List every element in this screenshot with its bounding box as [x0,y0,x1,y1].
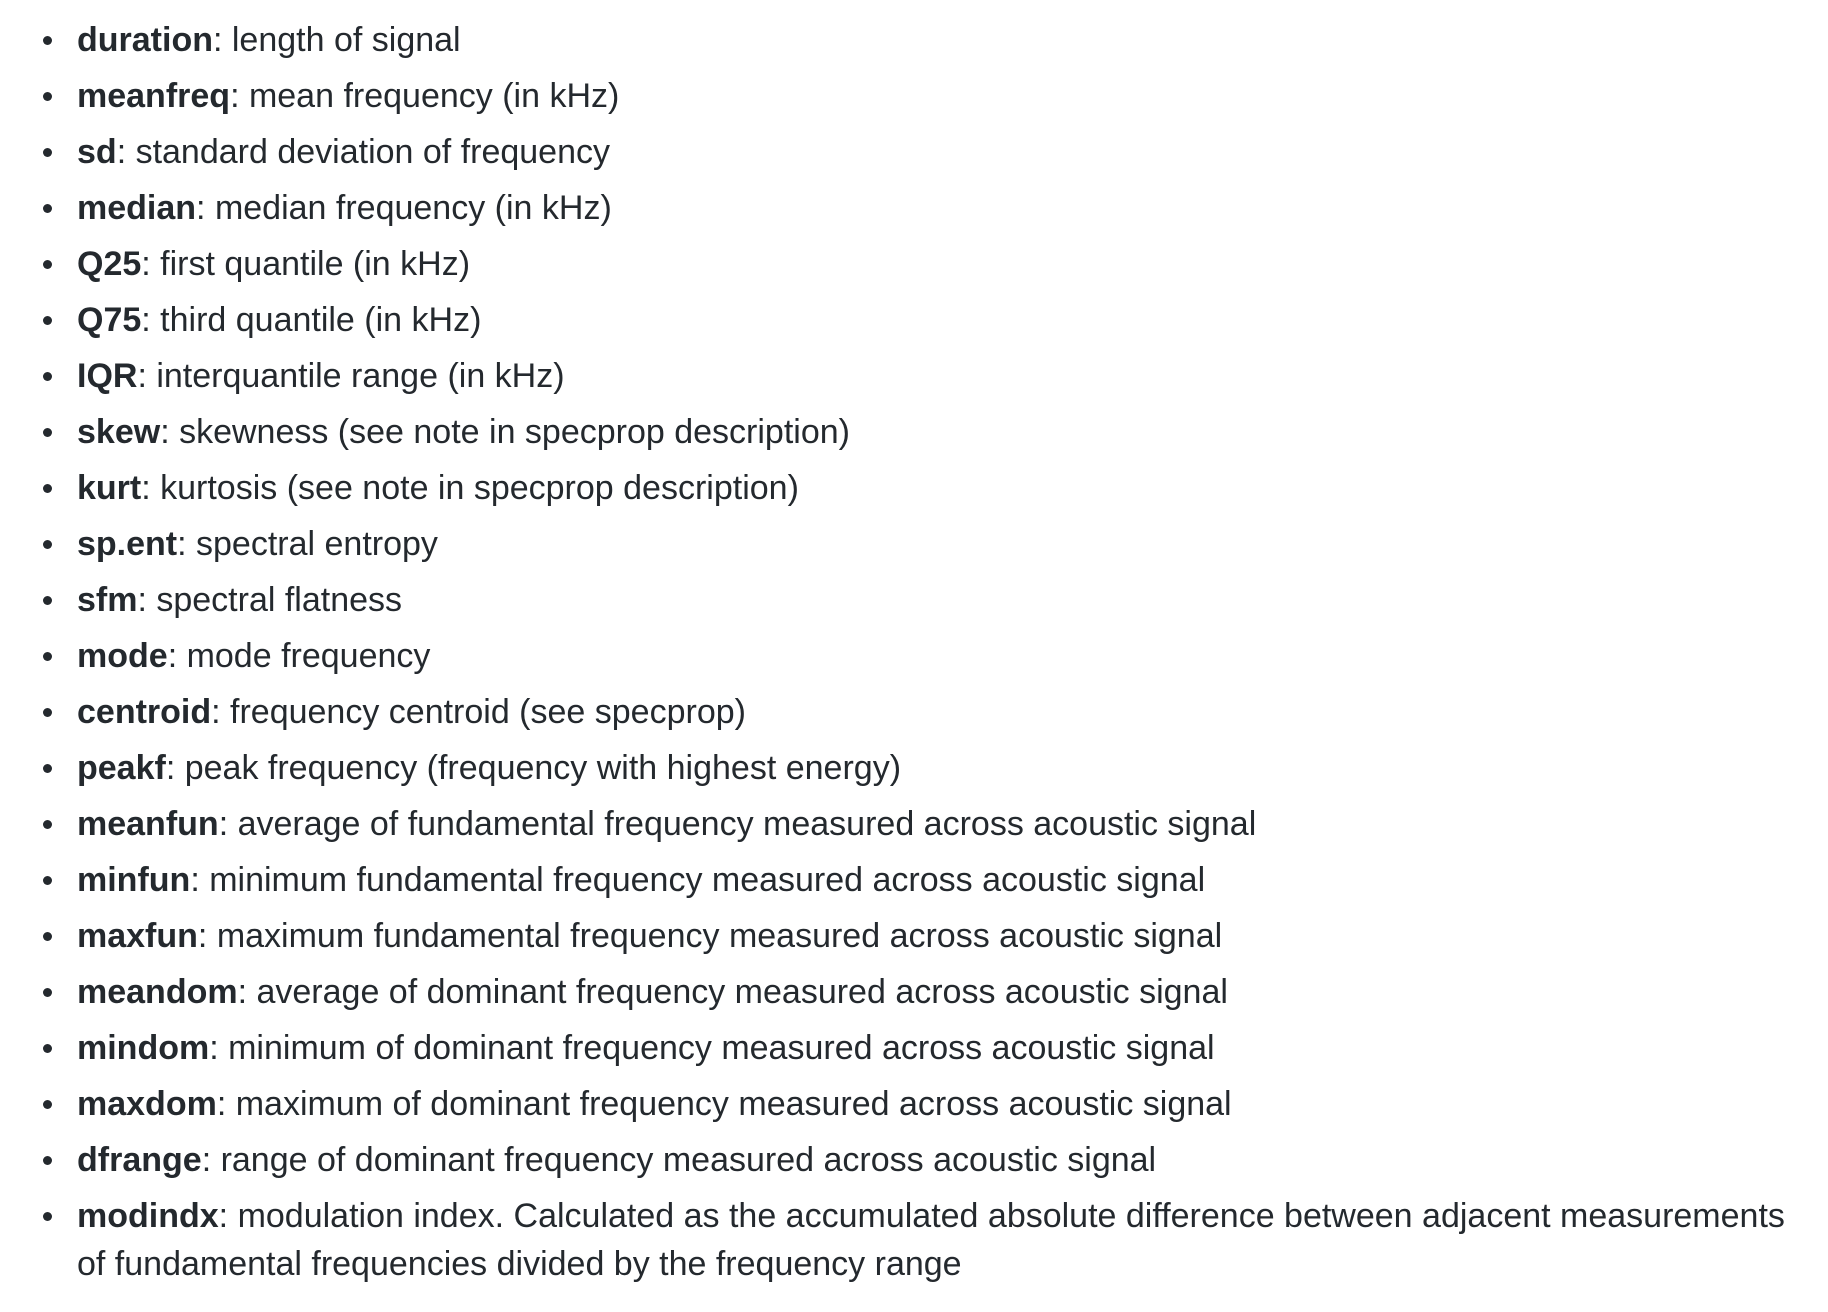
feature-term: dfrange [77,1141,202,1179]
bullet-icon [43,1212,52,1221]
bullet-icon [43,876,52,885]
bullet-icon [43,988,52,997]
bullet-icon [43,708,52,717]
bullet-icon [43,260,52,269]
bullet-icon [43,596,52,605]
list-item [0,912,1828,960]
feature-term: mindom [77,1029,210,1067]
feature-description: : range of dominant frequency measured across acoustic signal [201,1141,1157,1179]
feature-description: : maximum fundamental frequency measured across acoustic signal [197,917,1223,955]
feature-term: IQR [77,357,138,395]
feature-description: : standard deviation of frequency [116,133,611,171]
list-item [0,688,1828,736]
feature-description: : average of dominant frequency measured across acoustic signal [237,973,1228,1011]
bullet-icon [43,484,52,493]
feature-description: : skewness (see note in specprop description) [160,413,850,451]
feature-description: : maximum of dominant frequency measured across acoustic signal [216,1085,1232,1123]
feature-term: kurt [77,469,142,507]
feature-description: : minimum fundamental frequency measured across acoustic signal [190,861,1206,899]
feature-description: : third quantile (in kHz) [141,301,482,339]
feature-term: mode [77,637,168,675]
list-item [0,408,1828,456]
feature-term: skew [77,413,161,451]
list-item [0,1080,1828,1128]
feature-description: : average of fundamental frequency measured across acoustic signal [218,805,1257,843]
feature-term: centroid [77,693,212,731]
feature-description: : mean frequency (in kHz) [230,77,620,115]
bullet-icon [43,148,52,157]
list-item [0,128,1828,176]
list-item [0,1192,1828,1288]
feature-description: : spectral entropy [177,525,438,563]
list-item [0,632,1828,680]
list-item [0,968,1828,1016]
list-item [0,856,1828,904]
feature-term: sd [77,133,117,171]
bullet-icon [43,204,52,213]
feature-description: : median frequency (in kHz) [196,189,612,227]
feature-list [0,16,1828,1296]
bullet-icon [43,428,52,437]
feature-description: : peak frequency (frequency with highest energy) [165,749,902,787]
feature-description: : minimum of dominant frequency measured across acoustic signal [209,1029,1215,1067]
feature-term: duration [77,21,213,59]
feature-description: : mode frequency [167,637,431,675]
list-item [0,1136,1828,1184]
list-item [0,800,1828,848]
feature-term: peakf [77,749,166,787]
bullet-icon [43,652,52,661]
feature-term: maxfun [77,917,198,955]
list-item [0,520,1828,568]
feature-term: meanfun [77,805,219,843]
list-item [0,240,1828,288]
feature-term: median [77,189,197,227]
bullet-icon [43,316,52,325]
feature-description: : modulation index. Calculated as the accumulated absolute difference between adjacent measurements of fundamental frequencies divided by the frequency range [77,1197,1785,1283]
list-item [0,352,1828,400]
feature-description: : first quantile (in kHz) [141,245,471,283]
feature-term: Q75 [77,301,142,339]
bullet-icon [43,1100,52,1109]
list-item [0,16,1828,64]
list-item [0,576,1828,624]
feature-description: : interquantile range (in kHz) [137,357,565,395]
list-item [0,72,1828,120]
bullet-icon [43,1044,52,1053]
feature-description: : spectral flatness [137,581,403,619]
feature-term: meanfreq [77,77,231,115]
bullet-icon [43,820,52,829]
list-item [0,296,1828,344]
bullet-icon [43,1156,52,1165]
bullet-icon [43,932,52,941]
feature-description: : frequency centroid (see specprop) [211,693,746,731]
feature-term: Q25 [77,245,142,283]
feature-term: maxdom [77,1085,217,1123]
feature-term: sfm [77,581,138,619]
feature-term: sp.ent [77,525,178,563]
bullet-icon [43,36,52,45]
bullet-icon [43,372,52,381]
list-item [0,1024,1828,1072]
feature-term: meandom [77,973,238,1011]
bullet-icon [43,92,52,101]
list-item [0,464,1828,512]
list-item [0,744,1828,792]
bullet-icon [43,764,52,773]
feature-description: : length of signal [212,21,461,59]
bullet-icon [43,540,52,549]
feature-term: minfun [77,861,191,899]
feature-description: : kurtosis (see note in specprop description) [141,469,799,507]
list-item [0,184,1828,232]
feature-term: modindx [77,1197,219,1235]
